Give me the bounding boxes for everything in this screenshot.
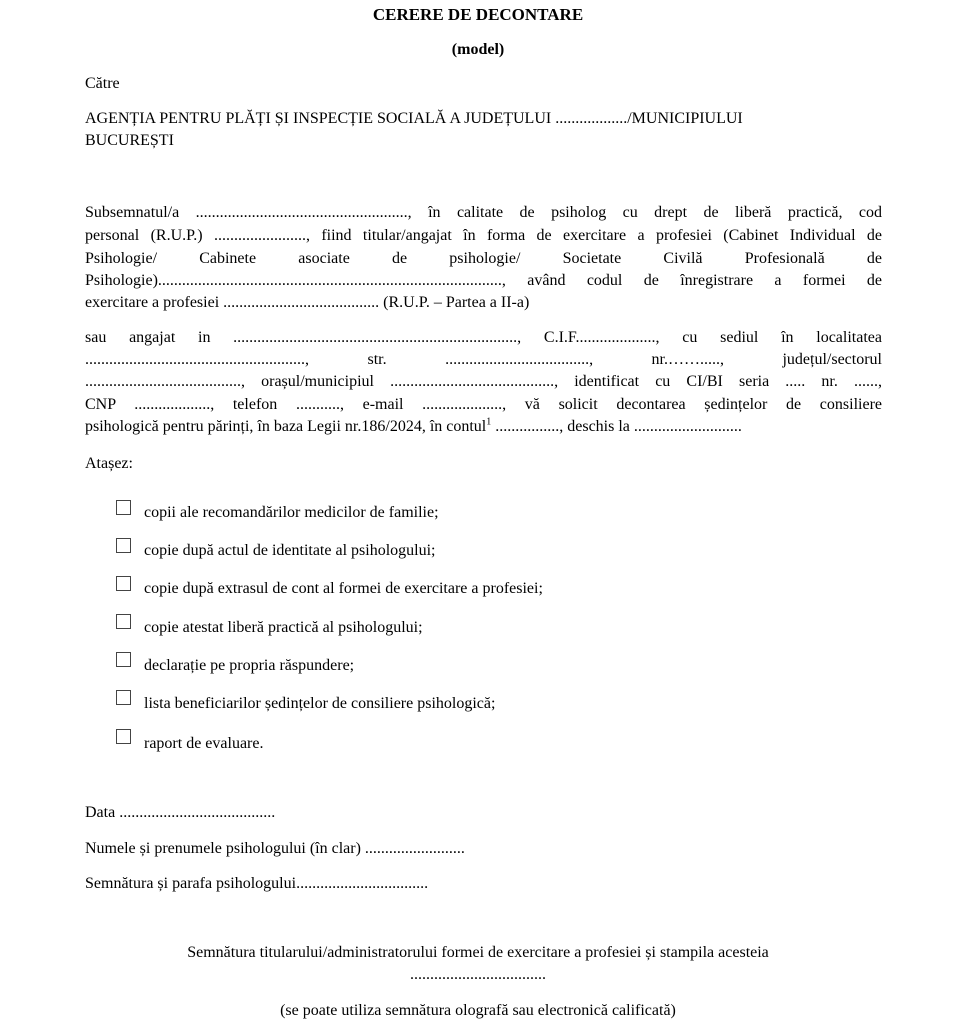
attachment-label-6: lista beneficiarilor ședințelor de consiliere psihologică; [144, 695, 496, 712]
date-field: Data ....................................... [85, 804, 276, 821]
paragraph-1-line-5: exercitare a profesiei ....................................... (R.U.P. – Partea a II-a) [85, 294, 530, 311]
paragraph-2-line-2: ......................................................., str. ...................................., nr.……....., județul/sectorul [85, 351, 882, 368]
addressee-to: Către [85, 75, 120, 92]
paragraph-2-line-3: ......................................., orașul/municipiul ........................................., identificat cu CI/BI seria ..... nr. ......, [85, 373, 882, 390]
paragraph-2-line-1: sau angajat in ......................................................................., C.I.F...................., cu sediul în localitatea [85, 329, 882, 346]
paragraph-1-line-2: personal (R.U.P.) ......................., fiind titular/angajat în forma de exercitare a profesiei (Cabinet Individual de [85, 227, 882, 244]
attachment-label-3: copie după extrasul de cont al formei de exercitare a profesiei; [144, 580, 543, 597]
agency-line-1: AGENȚIA PENTRU PLĂȚI ȘI INSPECȚIE SOCIALĂ A JUDEȚULUI ................../MUNICIPIULUI [85, 110, 743, 127]
footnote-mark: 1 [486, 416, 492, 428]
attach-label: Atașez: [85, 455, 133, 472]
checkbox-attachment-7[interactable] [116, 729, 131, 744]
attachment-label-7: raport de evaluare. [144, 735, 264, 752]
attachment-label-5: declarație pe propria răspundere; [144, 657, 355, 674]
agency-line-2: BUCUREȘTI [85, 132, 174, 149]
paragraph-1-line-3: Psihologie/ Cabinete asociate de psihologie/ Societate Civilă Profesională de [85, 250, 882, 267]
checkbox-attachment-3[interactable] [116, 576, 131, 591]
signature-note: (se poate utiliza semnătura olografă sau electronică calificată) [280, 1002, 676, 1019]
holder-signature-line: .................................. [410, 966, 546, 983]
document-title: CERERE DE DECONTARE [372, 5, 584, 24]
document-subtitle: (model) [451, 41, 505, 58]
paragraph-2-line-5 [85, 418, 742, 436]
paragraph-1-line-4: Psihologie)......................................................................................, având codul de înregistrare a formei de [85, 272, 882, 289]
psychologist-signature-field: Semnătura și parafa psihologului................................. [85, 875, 429, 892]
checkbox-attachment-1[interactable] [116, 500, 131, 515]
paragraph-2-line-5-text: psihologică pentru părinți, în baza Legii nr.186/2024, în contul [85, 418, 487, 435]
paragraph-2-line-4: CNP ..................., telefon ..........., e-mail ...................., vă solicit decontarea ședințelor de consiliere [85, 396, 882, 413]
paragraph-1-line-1: Subsemnatul/a ....................................................., în calitate de psiholog cu drept de liberă practică, cod [85, 204, 882, 221]
attachment-label-4: copie atestat liberă practică al psihologului; [144, 619, 423, 636]
attachment-label-2: copie după actul de identitate al psihologului; [144, 542, 436, 559]
holder-signature-label: Semnătura titularului/administratorului formei de exercitare a profesiei și stampila acesteia [187, 944, 769, 961]
checkbox-attachment-4[interactable] [116, 614, 131, 629]
paragraph-2-line-5-end: ................, deschis la ........................... [491, 418, 742, 435]
checkbox-attachment-6[interactable] [116, 690, 131, 705]
checkbox-attachment-5[interactable] [116, 652, 131, 667]
psychologist-name-field: Numele și prenumele psihologului (în clar) ......................... [85, 840, 465, 857]
attachment-label-1: copii ale recomandărilor medicilor de familie; [144, 504, 439, 521]
checkbox-attachment-2[interactable] [116, 538, 131, 553]
